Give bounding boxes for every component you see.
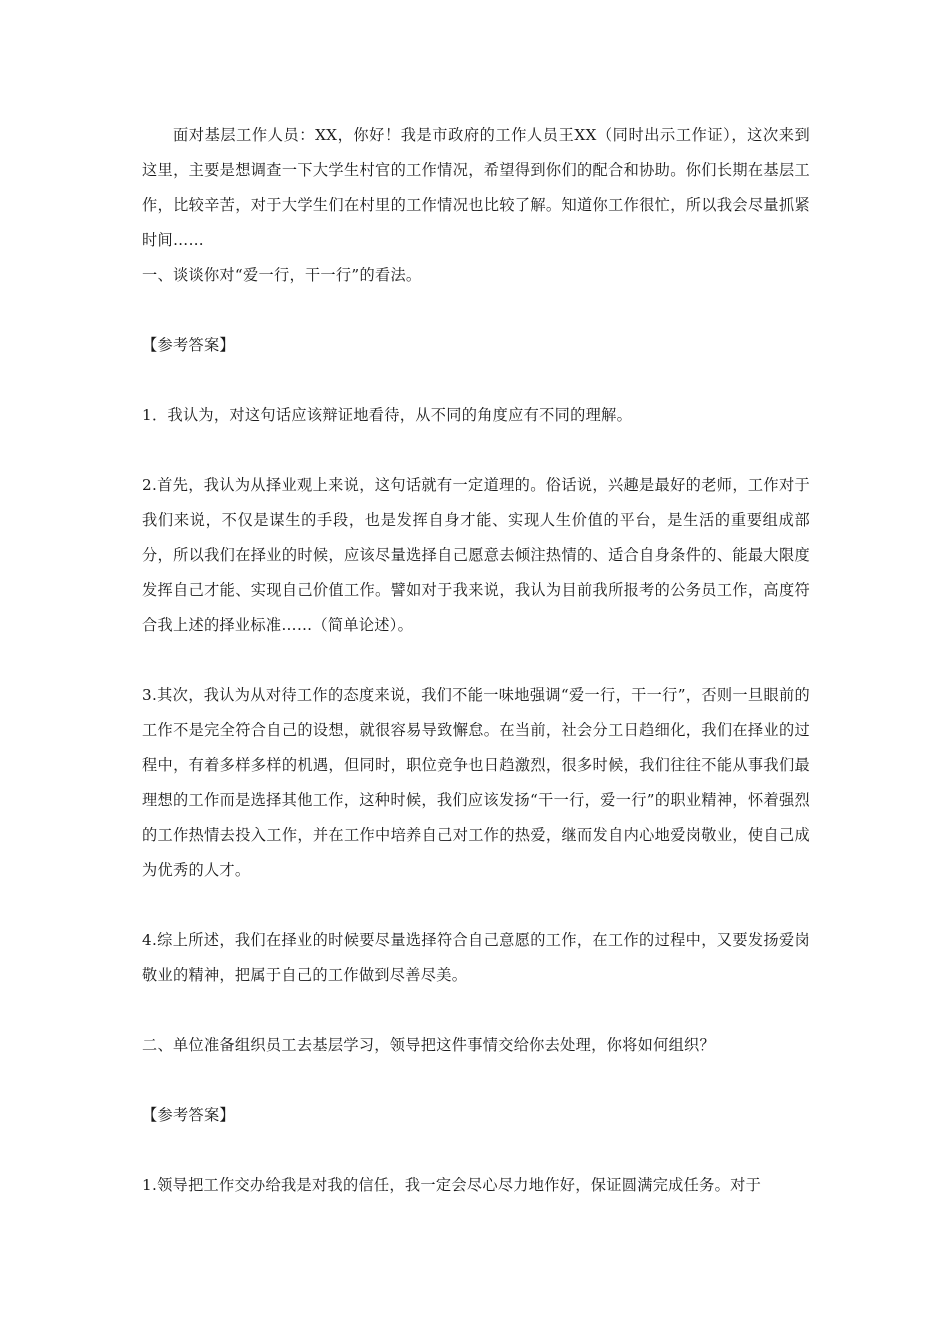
intro-paragraph: 面对基层工作人员：XX，你好！我是市政府的工作人员王XX（同时出示工作证），这次来到这里，主要是想调查一下大学生村官的工作情况，希望得到你们的配合和协助。你们长期在基层工作，比较辛苦，对于大学生们在村里的工作情况也比较了解。知道你工作很忙，所以我会尽量抓紧时间…… [142, 126, 810, 249]
answer-point-1-4: 4.综上所述，我们在择业的时候要尽量选择符合自己意愿的工作，在工作的过程中，又要发扬爱岗敬业的精神，把属于自己的工作做到尽善尽美。 [142, 931, 810, 984]
answer-heading-2: 【参考答案】 [142, 1106, 235, 1124]
question-1: 一、谈谈你对“爱一行，干一行”的看法。 [142, 266, 422, 284]
answer-heading-1: 【参考答案】 [142, 336, 235, 354]
answer-point-2-1: 1.领导把工作交办给我是对我的信任，我一定会尽心尽力地作好，保证圆满完成任务。对于 [142, 1176, 762, 1194]
answer-point-1-2: 2.首先，我认为从择业观上来说，这句话就有一定道理的。俗话说，兴趣是最好的老师，工作对于我们来说，不仅是谋生的手段，也是发挥自身才能、实现人生价值的平台，是生活的重要组成部分，所以我们在择业的时候，应该尽量选择自己愿意去倾注热情的、适合自身条件的、能最大限度发挥自己才能、实现自己价值工作。譬如对于我来说，我认为目前我所报考的公务员工作，高度符合我上述的择业标准……（简单论述）。 [142, 476, 810, 634]
document-body [142, 118, 810, 1203]
answer-point-1-3: 3.其次，我认为从对待工作的态度来说，我们不能一味地强调“爱一行，干一行”，否则一旦眼前的工作不是完全符合自己的设想，就很容易导致懈怠。在当前，社会分工日趋细化，我们在择业的过程中，有着多样多样的机遇，但同时，职位竞争也日趋激烈，很多时候，我们往往不能从事我们最理想的工作而是选择其他工作，这种时候，我们应该发扬“干一行，爱一行”的职业精神，怀着强烈的工作热情去投入工作，并在工作中培养自己对工作的热爱，继而发自内心地爱岗敬业，使自己成为优秀的人才。 [142, 686, 810, 879]
answer-point-1-1: 1．我认为，对这句话应该辩证地看待，从不同的角度应有不同的理解。 [142, 406, 633, 424]
question-2: 二、单位准备组织员工去基层学习，领导把这件事情交给你去处理，你将如何组织？ [142, 1036, 716, 1054]
